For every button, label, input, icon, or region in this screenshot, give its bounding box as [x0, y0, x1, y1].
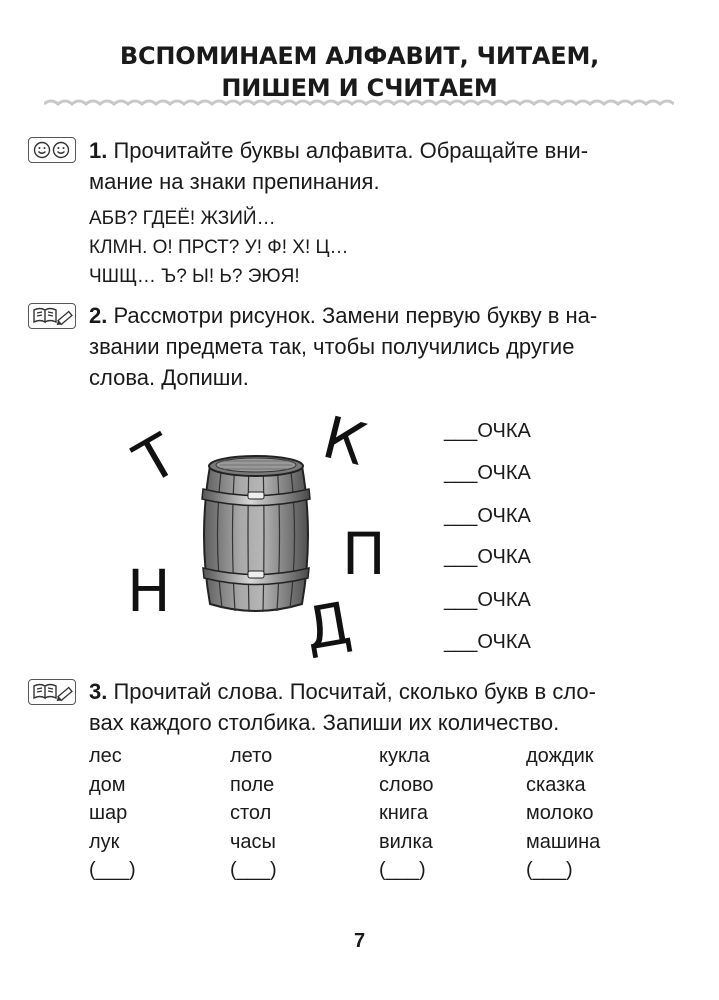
word-blank-2: ___ОЧКА [444, 462, 531, 484]
word-item: дом [89, 773, 126, 796]
wavy-divider [44, 96, 674, 112]
task1-line2: мание на знаки препинания. [89, 169, 380, 194]
book-pencil-icon [28, 679, 76, 705]
task3-line2: вах каждого столбика. Запиши их количество. [89, 710, 560, 735]
word-item: шар [89, 802, 128, 824]
count-blank: (___) [89, 859, 136, 881]
letter-p: П [342, 520, 386, 588]
word-item: машина [526, 830, 601, 853]
word-item: лес [89, 745, 122, 767]
word-item: лук [89, 830, 120, 853]
letter-n: Н [127, 557, 171, 625]
word-blank-6: ___ОЧКА [444, 631, 531, 653]
word-column-2 [230, 742, 277, 885]
task1-line1: Прочитайте буквы алфавита. Обращайте вни- [113, 138, 589, 163]
word-item: часы [230, 830, 276, 853]
task2-number: 2. [89, 303, 108, 328]
page-title-line2: ПИШЕМ И СЧИТАЕМ [221, 74, 498, 102]
word-blank-5: ___ОЧКА [444, 589, 531, 611]
word-column-1 [89, 742, 136, 885]
alphabet-line-3: ЧШЩ… Ъ? Ы! Ь? ЭЮЯ! [89, 266, 300, 287]
word-item: сказка [526, 773, 586, 796]
page-title-line1: ВСПОМИНАЕМ АЛФАВИТ, ЧИТАЕМ, [119, 42, 600, 70]
word-column-4 [526, 742, 600, 885]
task3-number: 3. [89, 679, 108, 704]
book-pencil-icon [28, 303, 76, 329]
alphabet-line-1: АБВ? ГДЕЁ! ЖЗИЙ… [89, 208, 276, 229]
word-item: вилка [379, 830, 433, 853]
smiley-pair-icon [28, 137, 76, 163]
count-blank: (___) [230, 859, 277, 881]
task3-line1: Прочитай слова. Посчитай, сколько букв в сло- [113, 679, 596, 704]
alphabet-line-2: КЛМН. О! ПРСТ? У! Ф! Х! Ц… [89, 237, 349, 258]
count-blank: (___) [526, 859, 573, 881]
letter-t: Т [123, 420, 189, 498]
task1-instructions [89, 135, 649, 197]
word-item: молоко [526, 802, 594, 824]
word-blank-4: ___ОЧКА [444, 546, 531, 568]
word-item: дождик [526, 745, 594, 767]
page-number: 7 [353, 930, 366, 952]
word-item: кукла [379, 745, 430, 767]
task1-number: 1. [89, 138, 108, 163]
word-item: книга [379, 802, 428, 824]
word-item: поле [230, 773, 275, 796]
word-column-3 [379, 742, 434, 885]
word-item: стол [230, 802, 272, 824]
task2-line3: слова. Допиши. [89, 365, 249, 390]
letter-d: Д [299, 588, 356, 664]
word-item: слово [379, 773, 434, 796]
word-item: лето [230, 745, 273, 767]
letter-k: К [316, 403, 373, 479]
word-blank-1: ___ОЧКА [444, 420, 531, 442]
barrel-illustration [196, 452, 316, 618]
task2-line1: Рассмотри рисунок. Замени первую букву в на- [113, 303, 598, 328]
task2-instructions [89, 300, 649, 393]
task2-line2: звании предмета так, чтобы получились другие [89, 334, 575, 359]
task3-instructions [89, 676, 649, 738]
count-blank: (___) [379, 859, 426, 881]
word-blank-3: ___ОЧКА [444, 505, 531, 527]
